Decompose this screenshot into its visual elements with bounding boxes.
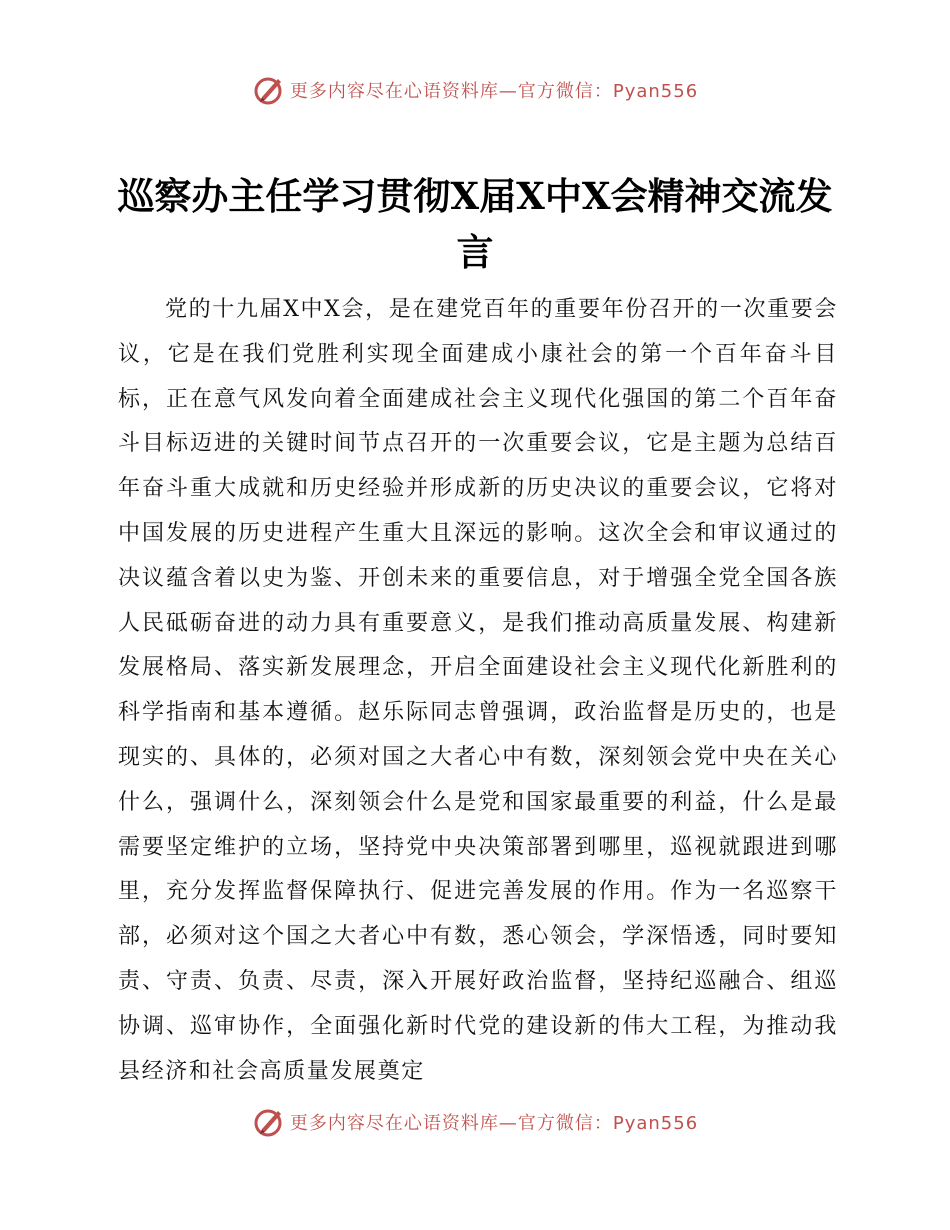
document-body-paragraph: 党的十九届X中X会，是在建党百年的重要年份召开的一次重要会议，它是在我们党胜利实现全面建成小康社会的第一个百年奋斗目标，正在意气风发向着全面建成社会主义现代化强国的第二个百年奋斗目标迈进的关键时间节点召开的一次重要会议，它是主题为总结百年奋斗重大成就和历史经验并形成新的历史决议的重要会议，它将对中国发展的历史进程产生重大且深远的影响。这次全会和审议通过的决议蕴含着以史为鉴、开创未来的重要信息，对于增强全党全国各族人民砥砺奋进的动力具有重要意义，是我们推动高质量发展、构建新发展格局、落实新发展理念，开启全面建设社会主义现代化新胜利的科学指南和基本遵循。赵乐际同志曾强调，政治监督是历史的，也是现实的、具体的，必须对国之大者心中有数，深刻领会党中央在关心什么，强调什么，深刻领会什么是党和国家最重要的利益，什么是最需要坚定维护的立场，坚持党中央决策部署到哪里，巡视就跟进到哪里，充分发挥监督保障执行、促进完善发展的作用。作为一名巡察干部，必须对这个国之大者心中有数，悉心领会，学深悟透，同时要知责、守责、负责、尽责，深入开展好政治监督，坚持纪巡融合、组巡协调、巡审协作，全面强化新时代党的建设新的伟大工程，为推动我县经济和社会高质量发展奠定 (118, 297, 838, 1084)
banner-text: 更多内容尽在心语资料库—官方微信：Pyan556 (289, 81, 699, 102)
banner-text: 更多内容尽在心语资料库—官方微信：Pyan556 (289, 1113, 699, 1134)
footer-banner (0, 1102, 950, 1142)
header-banner (0, 70, 950, 110)
pen-circle-logo-icon (252, 73, 286, 107)
pen-circle-logo-icon (252, 1105, 286, 1139)
document-title: 巡察办主任学习贯彻X届X中X会精神交流发言 (117, 174, 833, 274)
